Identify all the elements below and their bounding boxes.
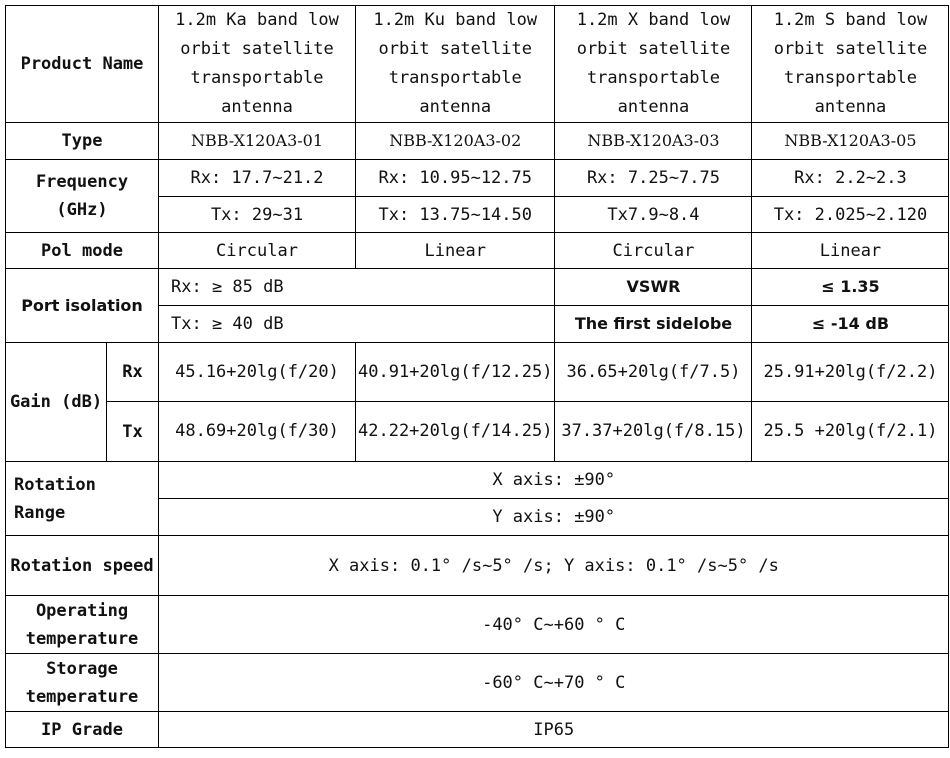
gain-tx-ka: 48.69+20lg(f/30) [159,402,356,462]
row-rotation-range-x [6,462,949,499]
gain-rx-ka: 45.16+20lg(f/20) [159,343,356,402]
row-ip-grade [6,712,949,748]
gain-rx-x: 36.65+20lg(f/7.5) [555,343,752,402]
frequency-tx-s: Tx: 2.025~2.120 [752,197,949,233]
gain-rx-s: 25.91+20lg(f/2.2) [752,343,949,402]
frequency-tx-ku: Tx: 13.75~14.50 [356,197,555,233]
ip-grade-label: IP Grade [6,712,159,748]
row-storage-temperature [6,654,949,712]
product-name-s: 1.2m S band low orbit satellite transportable antenna [752,6,949,123]
row-pol-mode [6,233,949,269]
product-name-label: Product Name [6,6,159,123]
vswr-value: ≤ 1.35 [752,269,949,306]
pol-mode-ku: Linear [356,233,555,269]
row-port-isolation-rx [6,269,949,306]
rotation-speed-label: Rotation speed [6,536,159,596]
pol-mode-label: Pol mode [6,233,159,269]
row-operating-temperature [6,596,949,654]
first-sidelobe-label: The first sidelobe [555,306,752,343]
row-rotation-speed [6,536,949,596]
first-sidelobe-value: ≤ -14 dB [752,306,949,343]
frequency-tx-ka: Tx: 29~31 [159,197,356,233]
frequency-rx-ku: Rx: 10.95~12.75 [356,160,555,197]
vswr-label: VSWR [555,269,752,306]
frequency-rx-x: Rx: 7.25~7.75 [555,160,752,197]
row-gain-rx [6,343,949,402]
storage-temperature-value: -60° C~+70 ° C [159,654,949,712]
type-ku: NBB-X120A3-02 [356,123,555,160]
rotation-range-x: X axis: ±90° [159,462,949,499]
product-name-ku: 1.2m Ku band low orbit satellite transportable antenna [356,6,555,123]
type-ka: NBB-X120A3-01 [159,123,356,160]
storage-temperature-label: Storage temperature [6,654,159,712]
gain-rx-ku: 40.91+20lg(f/12.25) [356,343,555,402]
frequency-tx-x: Tx7.9~8.4 [555,197,752,233]
gain-label: Gain (dB) [6,343,107,462]
type-x: NBB-X120A3-03 [555,123,752,160]
operating-temperature-label: Operating temperature [6,596,159,654]
gain-tx-label: Tx [107,402,159,462]
port-isolation-label: Port isolation [6,269,159,343]
frequency-label: Frequency (GHz) [6,160,159,233]
rotation-range-label: Rotation Range [6,462,159,536]
row-gain-tx [6,402,949,462]
gain-tx-s: 25.5 +20lg(f/2.1) [752,402,949,462]
row-product-name [6,6,949,123]
frequency-rx-s: Rx: 2.2~2.3 [752,160,949,197]
frequency-rx-ka: Rx: 17.7~21.2 [159,160,356,197]
pol-mode-ka: Circular [159,233,356,269]
port-isolation-tx: Tx: ≥ 40 dB [159,306,555,343]
operating-temperature-value: -40° C~+60 ° C [159,596,949,654]
port-isolation-rx: Rx: ≥ 85 dB [159,269,555,306]
type-s: NBB-X120A3-05 [752,123,949,160]
type-label: Type [6,123,159,160]
row-frequency-rx [6,160,949,197]
product-name-x: 1.2m X band low orbit satellite transportable antenna [555,6,752,123]
gain-tx-x: 37.37+20lg(f/8.15) [555,402,752,462]
row-type [6,123,949,160]
product-name-ka: 1.2m Ka band low orbit satellite transportable antenna [159,6,356,123]
rotation-range-y: Y axis: ±90° [159,499,949,536]
spec-table [5,5,949,748]
pol-mode-x: Circular [555,233,752,269]
rotation-speed-value: X axis: 0.1° /s~5° /s; Y axis: 0.1° /s~5° /s [159,536,949,596]
gain-tx-ku: 42.22+20lg(f/14.25) [356,402,555,462]
gain-rx-label: Rx [107,343,159,402]
ip-grade-value: IP65 [159,712,949,748]
pol-mode-s: Linear [752,233,949,269]
